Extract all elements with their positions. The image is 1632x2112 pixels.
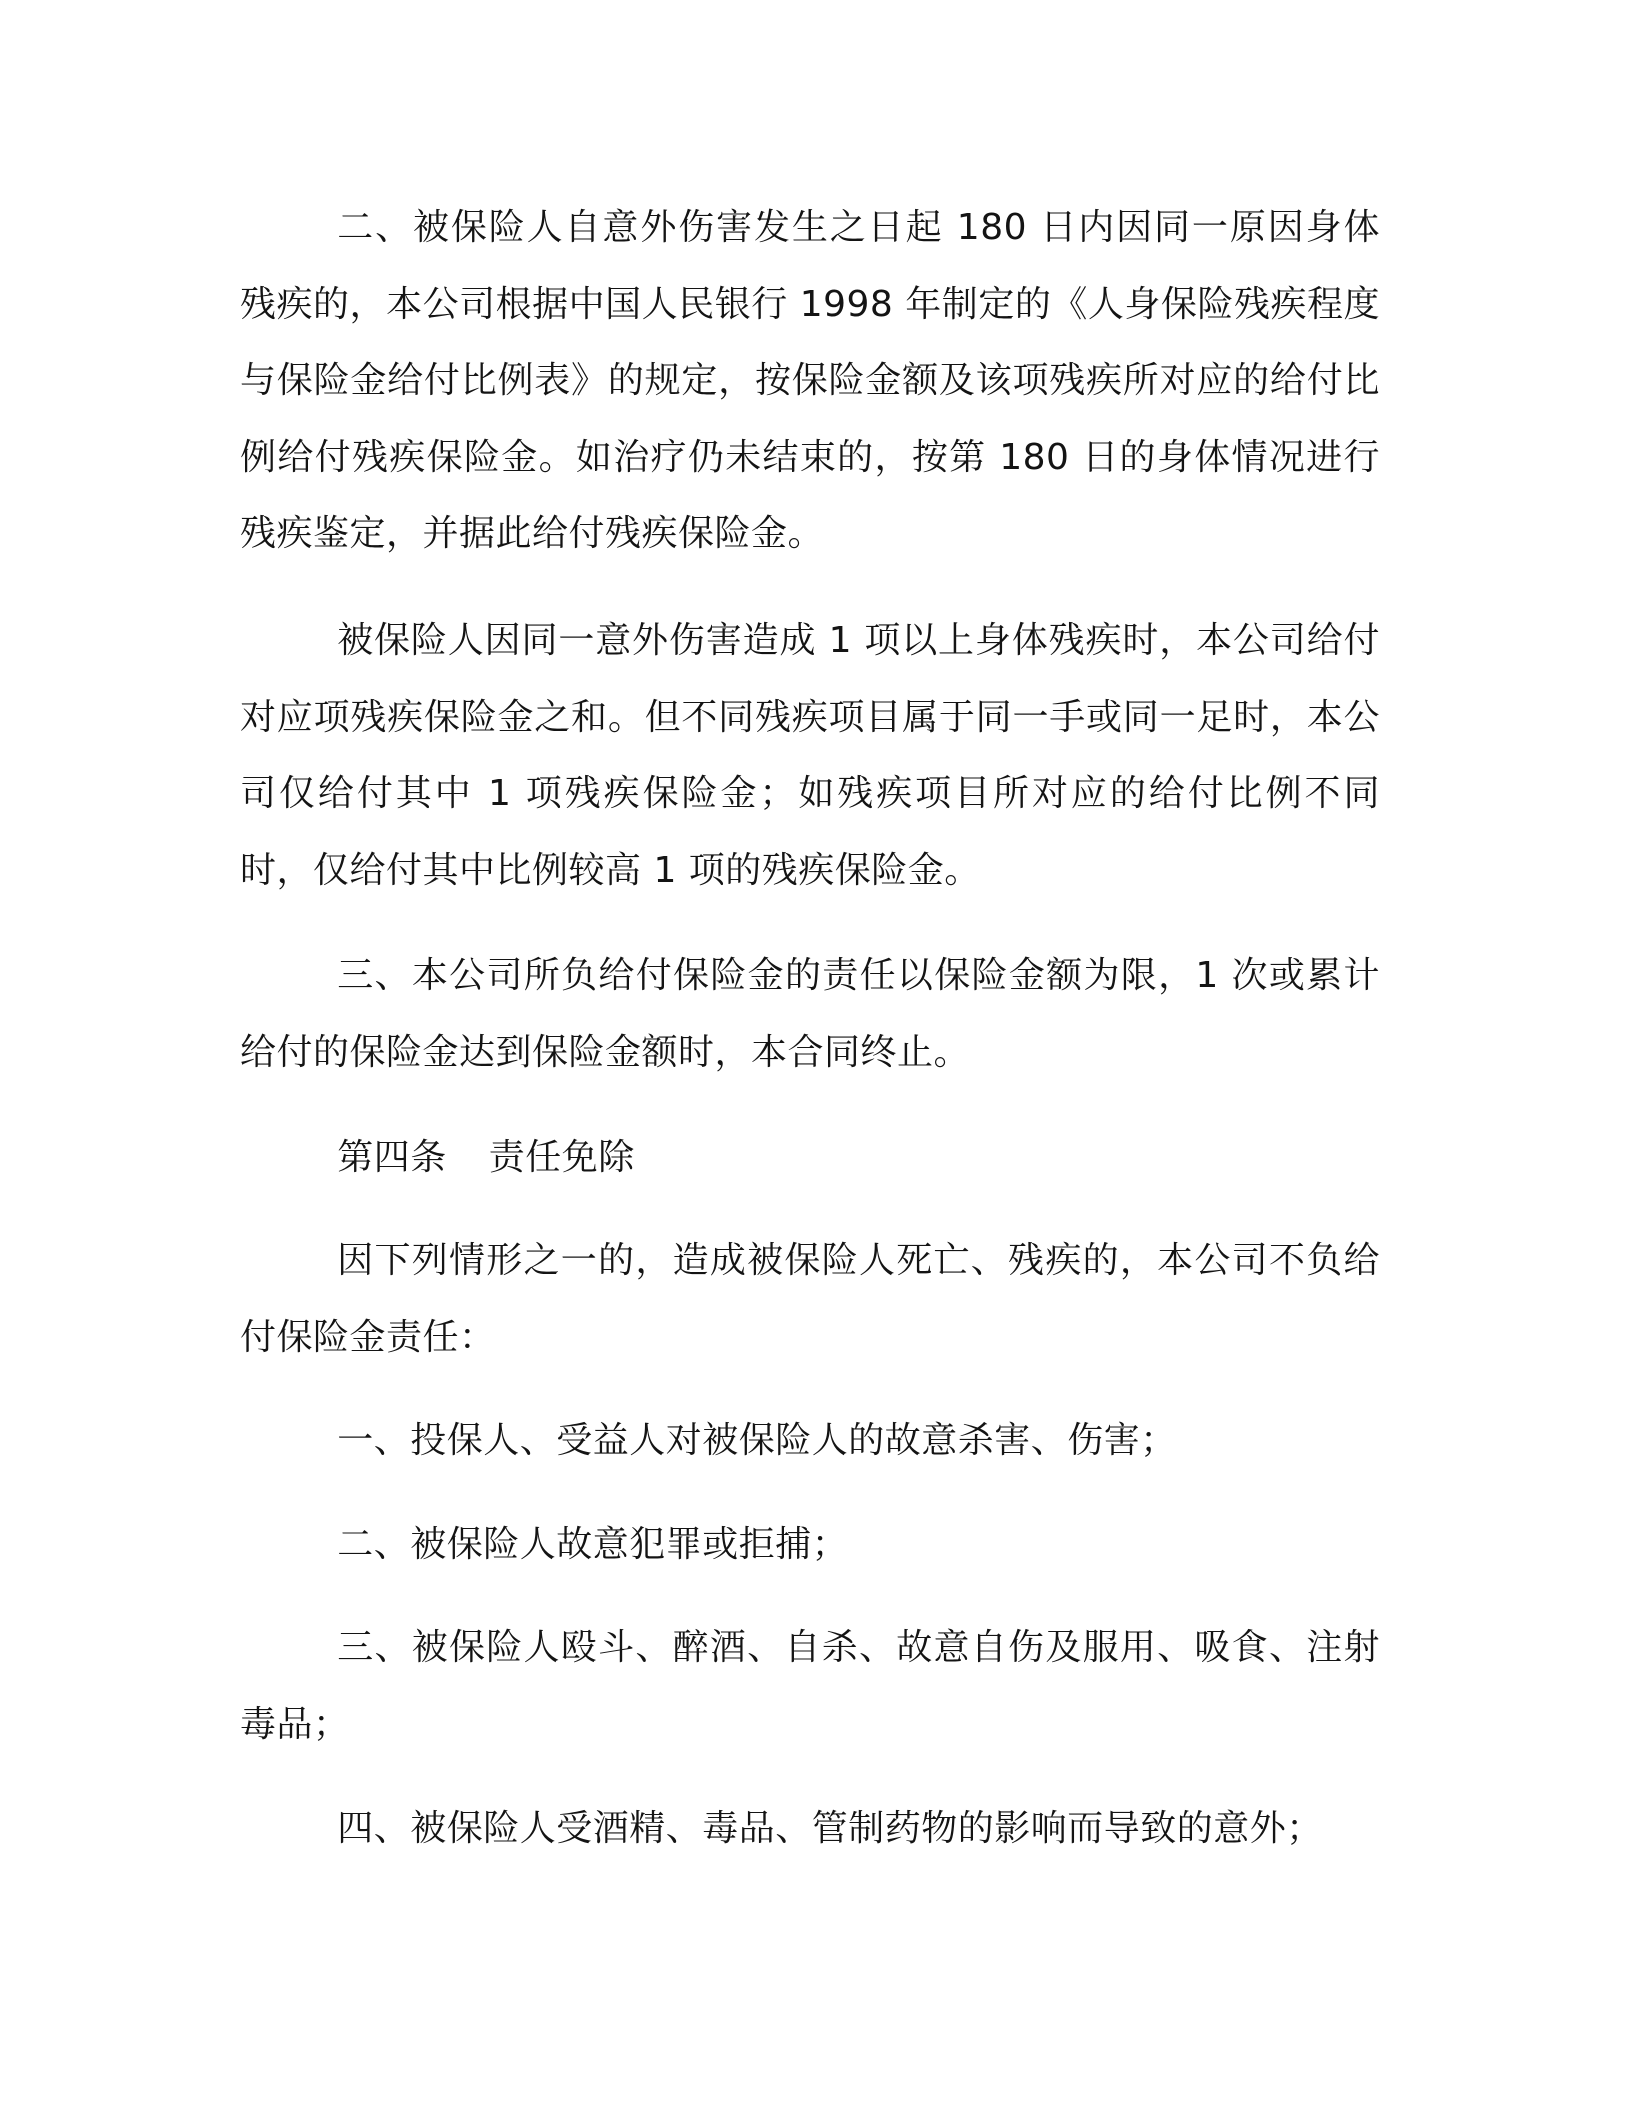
exclusion-intro: 因下列情形之一的，造成被保险人死亡、残疾的，本公司不负给付保险金责任： — [240, 1240, 1380, 1358]
article-title: 责任免除 — [488, 1137, 635, 1178]
exclusion-item: 四、被保险人受酒精、毒品、管制药物的影响而导致的意外； — [337, 1808, 1323, 1849]
exclusion-item: 三、被保险人殴斗、醉酒、自杀、故意自伤及服用、吸食、注射毒品； — [240, 1627, 1380, 1745]
article-number: 第四条 — [337, 1137, 447, 1178]
exclusion-item: 一、投保人、受益人对被保险人的故意杀害、伤害； — [337, 1420, 1177, 1461]
paragraph-multiple-disabilities: 被保险人因同一意外伤害造成 1 项以上身体残疾时，本公司给付对应项残疾保险金之和。但不同残疾项目属于同一手或同一足时，本公司仅给付其中 1 项残疾保险金；如残疾项目所对应的给付比例不同时，仅给付其中比例较高 1 项的残疾保险金。 — [240, 620, 1380, 891]
article-heading — [240, 1120, 1380, 1197]
paragraph-disability-benefit: 二、被保险人自意外伤害发生之日起 180 日内因同一原因身体残疾的，本公司根据中国人民银行 1998 年制定的《人身保险残疾程度与保险金给付比例表》的规定，按保险金额及该项残疾所对应的给付比例给付残疾保险金。如治疗仍未结束的，按第 180 日的身体情况进行残疾鉴定，并据此给付残疾保险金。 — [240, 207, 1380, 554]
paragraph-liability-limit: 三、本公司所负给付保险金的责任以保险金额为限，1 次或累计给付的保险金达到保险金额时，本合同终止。 — [240, 955, 1380, 1073]
exclusion-item: 二、被保险人故意犯罪或拒捕； — [337, 1524, 849, 1565]
